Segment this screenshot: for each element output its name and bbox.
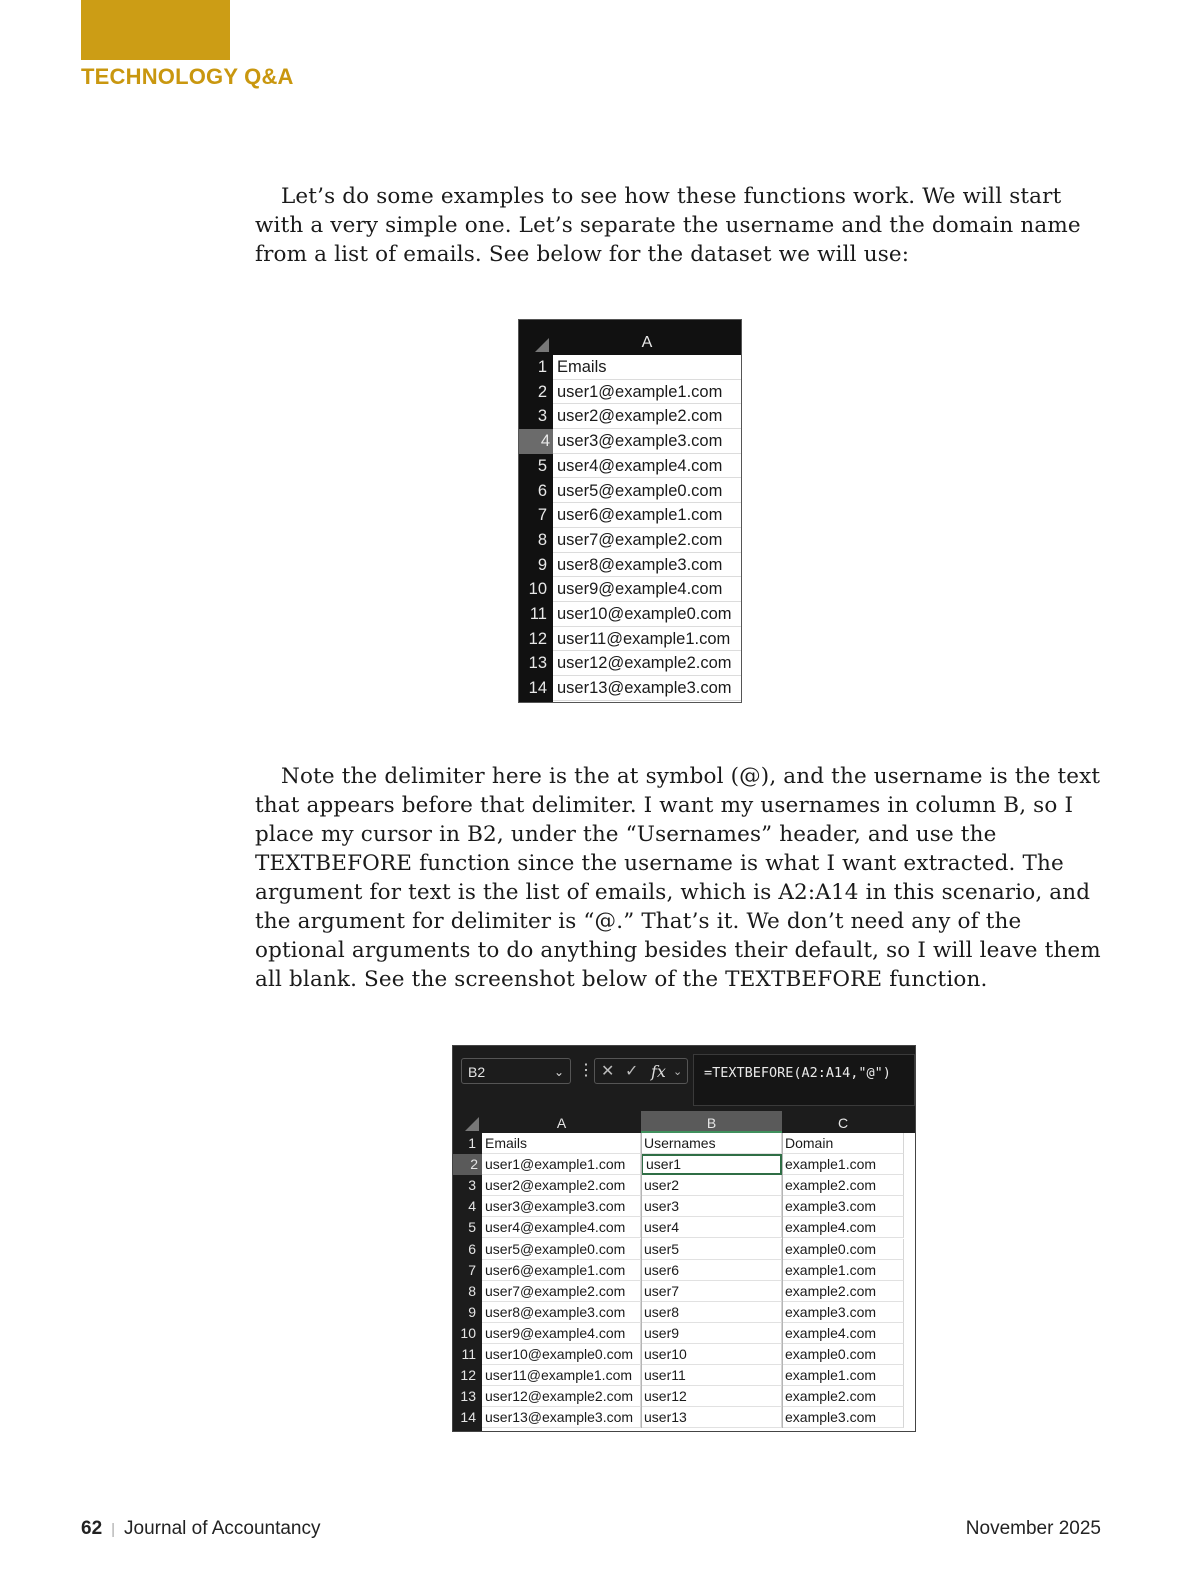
- row-number: 12: [460, 1367, 476, 1384]
- row-number: 8: [537, 530, 547, 549]
- email-cell: user6@example1.com: [482, 1260, 641, 1281]
- email-dataset-screenshot: [518, 319, 742, 703]
- row-number: 9: [537, 555, 547, 574]
- domain-cell: example3.com: [782, 1302, 904, 1323]
- select-all-corner-icon: [535, 338, 549, 352]
- row-number: 11: [529, 605, 547, 623]
- column-header-row: [453, 1111, 915, 1133]
- issue-date: November 2025: [965, 1518, 1101, 1539]
- email-cell: user13@example3.com: [553, 676, 741, 701]
- email-cell: user10@example0.com: [482, 1344, 641, 1365]
- column-header-c: C: [837, 1115, 849, 1131]
- section-label: TECHNOLOGY Q&A: [81, 64, 294, 89]
- email-cell: user7@example2.com: [482, 1281, 641, 1302]
- column-divider: [641, 1133, 642, 1428]
- row-number: 8: [468, 1282, 476, 1299]
- row-number: 14: [460, 1409, 476, 1426]
- email-cell: user13@example3.com: [482, 1407, 641, 1428]
- row-number-column: [453, 1133, 482, 1431]
- username-cell: user13: [641, 1407, 782, 1428]
- email-cell: user1@example1.com: [553, 380, 741, 405]
- name-box: [461, 1058, 571, 1084]
- email-cell: user12@example2.com: [482, 1386, 641, 1407]
- email-cell: user1@example1.com: [482, 1154, 641, 1175]
- footer-separator: |: [111, 1521, 116, 1538]
- fx-chevron-icon: ⌄: [673, 1066, 683, 1078]
- domain-cell: example2.com: [782, 1281, 904, 1302]
- domain-cell: example3.com: [782, 1407, 904, 1428]
- header-cell: Emails: [482, 1133, 641, 1154]
- row-number-column: [519, 355, 553, 702]
- column-divider: [782, 1133, 783, 1428]
- domain-cell: example2.com: [782, 1175, 904, 1196]
- email-cell: user11@example1.com: [553, 627, 741, 652]
- email-cell: user9@example4.com: [482, 1323, 641, 1344]
- username-cell: user4: [641, 1217, 782, 1238]
- check-icon: ✓: [625, 1063, 639, 1080]
- username-cell: user6: [641, 1260, 782, 1281]
- email-cell: user5@example0.com: [482, 1239, 641, 1260]
- row-number: 2: [453, 1154, 482, 1175]
- textbefore-screenshot: [452, 1045, 916, 1432]
- row-number: 13: [528, 654, 547, 673]
- cancel-icon: ✕: [601, 1063, 615, 1080]
- email-cell: user5@example0.com: [553, 479, 741, 504]
- email-cell: user2@example2.com: [553, 404, 741, 429]
- header-cell: Emails: [553, 355, 741, 380]
- select-all-corner-icon: [465, 1117, 479, 1131]
- formula-bar: [453, 1046, 915, 1111]
- domain-cell: example4.com: [782, 1217, 904, 1238]
- email-cell: user3@example3.com: [553, 429, 741, 454]
- row-number: 1: [537, 358, 547, 376]
- row-number: 4: [519, 429, 553, 454]
- email-cell: user9@example4.com: [553, 577, 741, 602]
- paragraph-intro: Let’s do some examples to see how these functions work. We will start with a very simple one. Let’s separate the username and the domain name from a list of emails. See below for the dataset we will use:: [255, 184, 1081, 267]
- fx-icon: fx: [651, 1062, 666, 1081]
- row-number: 2: [537, 382, 547, 401]
- username-cell: user2: [641, 1175, 782, 1196]
- username-cell: user10: [641, 1344, 782, 1365]
- column-header-a: A: [556, 1115, 567, 1131]
- column-header-a: A: [641, 334, 653, 351]
- email-cell: user10@example0.com: [553, 602, 741, 627]
- page-number: 62: [81, 1518, 103, 1539]
- email-cell: user7@example2.com: [553, 528, 741, 553]
- row-number: 10: [460, 1324, 476, 1341]
- header-cell: Domain: [782, 1133, 904, 1154]
- more-options-icon: ⋮: [578, 1062, 594, 1079]
- email-cell: user2@example2.com: [482, 1175, 641, 1196]
- domain-cell: example2.com: [782, 1386, 904, 1407]
- row-number: 5: [537, 456, 547, 475]
- row-number: 10: [528, 580, 547, 599]
- username-cell: user12: [641, 1386, 782, 1407]
- row-number: 4: [468, 1198, 476, 1215]
- username-cell: user3: [641, 1196, 782, 1217]
- email-cell: user4@example4.com: [482, 1217, 641, 1238]
- row-number: 7: [468, 1261, 476, 1278]
- email-cell: user8@example3.com: [553, 553, 741, 578]
- domain-cell: example1.com: [782, 1154, 904, 1175]
- row-number: 9: [468, 1303, 476, 1320]
- row-number: 12: [528, 629, 547, 648]
- row-number: 1: [468, 1135, 476, 1151]
- domain-cell: example3.com: [782, 1196, 904, 1217]
- row-number: 11: [461, 1346, 476, 1362]
- column-header-row: [519, 320, 741, 355]
- row-number: 6: [537, 481, 547, 500]
- email-cell: user8@example3.com: [482, 1302, 641, 1323]
- email-cell: user11@example1.com: [482, 1365, 641, 1386]
- domain-cell: example0.com: [782, 1344, 904, 1365]
- paragraph-explanation: Note the delimiter here is the at symbol (@), and the username is the text that appears before that delimiter. I want my usernames in column B, so I place my cursor in B2, under the “Usernames” header, and use the TEXTBEFORE function since the username is what I want extracted. The argument for text is the list of emails, which is A2:A14 in this scenario, and the argument for delimiter is “@.” That’s it. We don’t need any of the optional arguments to do anything besides their default, so I will leave them all blank. See the screenshot below of the TEXTBEFORE function.: [255, 764, 1101, 992]
- row-number: 14: [528, 679, 547, 698]
- footer-left: [81, 1518, 321, 1540]
- formula-text: =TEXTBEFORE(A2:A14,"@"): [693, 1054, 915, 1106]
- username-cell: user5: [641, 1239, 782, 1260]
- formula-buttons: [594, 1058, 688, 1084]
- domain-cell: example1.com: [782, 1260, 904, 1281]
- domain-cell: example4.com: [782, 1323, 904, 1344]
- row-number: 7: [537, 506, 547, 525]
- username-cell: user9: [641, 1323, 782, 1344]
- active-cell: user1: [641, 1154, 782, 1175]
- column-header-b: B: [641, 1111, 782, 1133]
- row-number: 3: [468, 1177, 476, 1194]
- domain-cell: example0.com: [782, 1239, 904, 1260]
- publication-name: Journal of Accountancy: [124, 1518, 321, 1539]
- email-cell: user4@example4.com: [553, 454, 741, 479]
- name-box-value: B2: [468, 1064, 486, 1080]
- row-number: 5: [468, 1219, 476, 1236]
- email-cell: user3@example3.com: [482, 1196, 641, 1217]
- username-cell: user7: [641, 1281, 782, 1302]
- email-cell: user6@example1.com: [553, 503, 741, 528]
- row-number: 6: [468, 1240, 476, 1257]
- username-cell: user8: [641, 1302, 782, 1323]
- domain-cell: example1.com: [782, 1365, 904, 1386]
- username-cell: user11: [641, 1365, 782, 1386]
- header-accent-bar: [81, 0, 230, 60]
- row-number: 13: [460, 1388, 476, 1405]
- row-number: 3: [537, 407, 547, 426]
- email-cell: user12@example2.com: [553, 651, 741, 676]
- chevron-down-icon: ⌄: [553, 1065, 564, 1079]
- header-cell: Usernames: [641, 1133, 782, 1154]
